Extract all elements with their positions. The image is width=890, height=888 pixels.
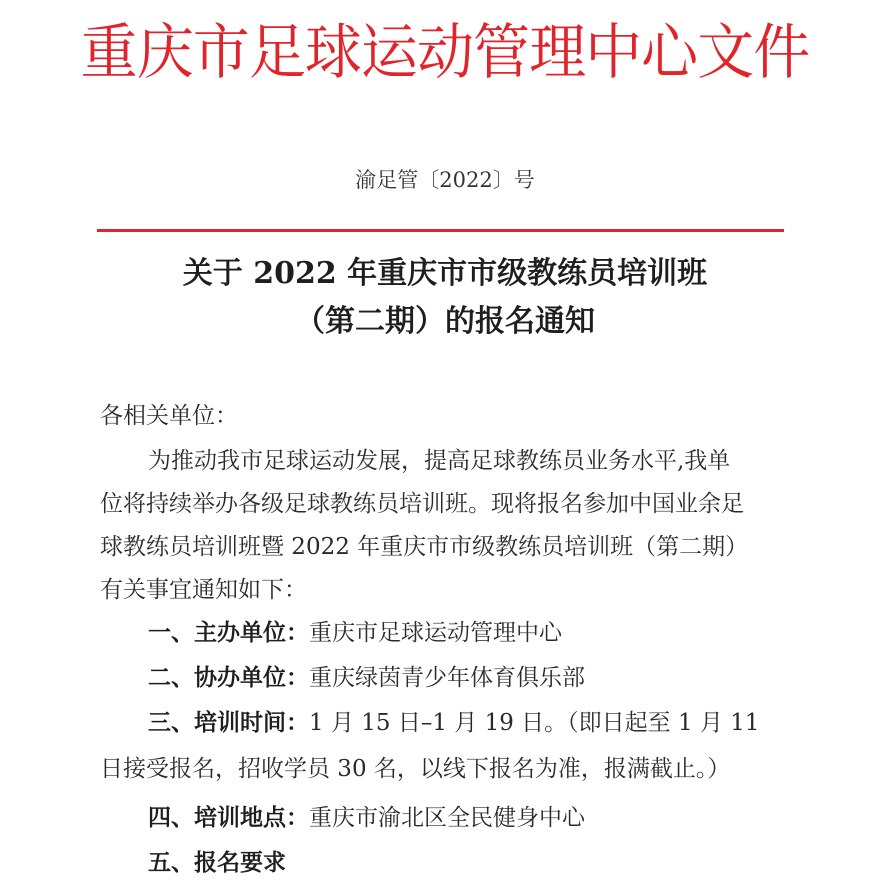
paragraph-line: 位将持续举办各级足球教练员培训班。现将报名参加中国业余足 <box>100 491 744 517</box>
item-value: 重庆绿茵青少年体育俱乐部 <box>309 665 585 691</box>
item-training-location <box>148 800 585 836</box>
item-value: 重庆市足球运动管理中心 <box>309 620 562 646</box>
item-organizer <box>148 615 562 651</box>
notice-title-line-2: （第二期）的报名通知 <box>295 304 595 339</box>
document-header-title: 重庆市足球运动管理中心文件 <box>80 18 810 88</box>
header-divider <box>97 229 784 232</box>
paragraph-line: 球教练员培训班暨 2022 年重庆市市级教练员培训班（第二期） <box>100 534 749 560</box>
item-label: 三、培训时间： <box>148 710 309 736</box>
item-label: 五、报名要求 <box>148 850 286 876</box>
notice-title-line-1: 关于 2022 年重庆市市级教练员培训班 <box>182 256 708 291</box>
item-label: 一、主办单位： <box>148 620 309 646</box>
salutation: 各相关单位： <box>100 403 238 429</box>
item-label: 四、培训地点： <box>148 805 309 831</box>
item-value: 重庆市渝北区全民健身中心 <box>309 805 585 831</box>
item-registration-requirements <box>148 845 286 881</box>
item-value: 1 月 15 日–1 月 19 日。（即日起至 1 月 11 <box>309 710 760 736</box>
paragraph-line: 有关事宜通知如下： <box>100 577 307 603</box>
item-training-time <box>148 705 760 741</box>
item-co-organizer <box>148 660 585 696</box>
document-number: 渝足管〔2022〕号 <box>355 168 535 192</box>
paragraph-line: 为推动我市足球运动发展，提高足球教练员业务水平,我单 <box>148 448 731 474</box>
item-training-time-continuation: 日接受报名，招收学员 30 名，以线下报名为准，报满截止。） <box>100 756 731 782</box>
item-label: 二、协办单位： <box>148 665 309 691</box>
